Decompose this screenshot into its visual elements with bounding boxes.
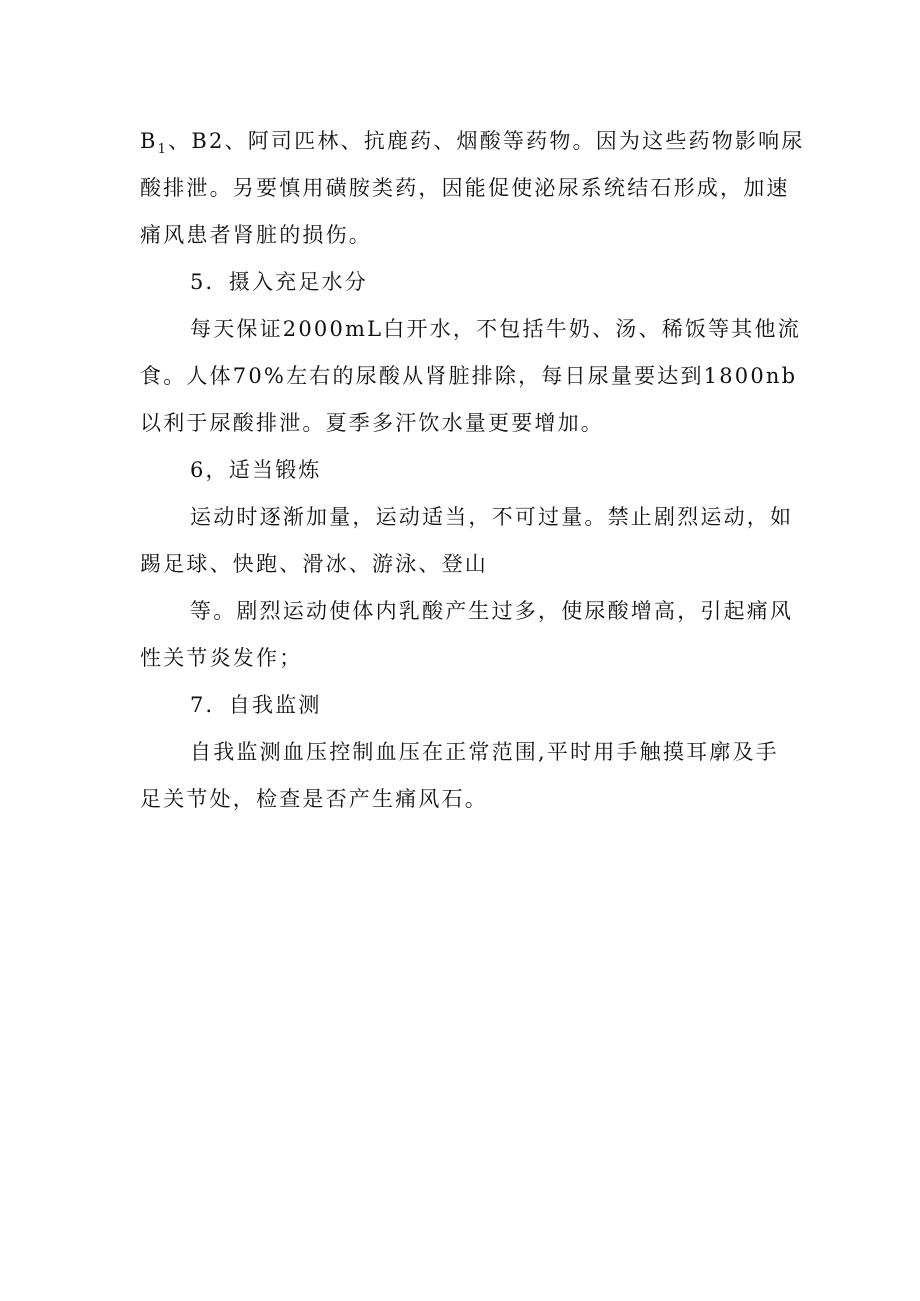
paragraph-line: 踢足球、快跑、滑冰、游泳、登山 bbox=[140, 552, 488, 576]
paragraph-line: 运动时逐渐加量，运动适当，不可过量。禁止剧烈运动，如 bbox=[190, 505, 794, 529]
line-prefix: B bbox=[140, 129, 158, 153]
section-heading: 5．摄入充足水分 bbox=[190, 270, 368, 294]
paragraph-line bbox=[140, 124, 805, 171]
subscript: 1 bbox=[157, 142, 169, 158]
section-heading: 6，适当锻炼 bbox=[190, 458, 322, 482]
document-body bbox=[140, 124, 805, 829]
line-text: 、B2、阿司匹林、抗鹿药、烟酸等药物。因为这些药物影响尿 bbox=[168, 129, 805, 153]
paragraph-line: 足关节处，检查是否产生痛风石。 bbox=[140, 787, 488, 811]
paragraph-line: 性关节炎发作； bbox=[140, 646, 303, 670]
section-heading: 7．自我监测 bbox=[190, 693, 322, 717]
paragraph-line: 酸排泄。另要慎用磺胺类药，因能促使泌尿系统结石形成，加速 bbox=[140, 176, 790, 200]
paragraph-line: 食。人体70%左右的尿酸从肾脏排除，每日尿量要达到1800nb bbox=[140, 364, 798, 388]
paragraph-line: 每天保证2000mL白开水，不包括牛奶、汤、稀饭等其他流 bbox=[190, 317, 801, 341]
paragraph-line: 自我监测血压控制血压在正常范围,平时用手触摸耳廓及手 bbox=[190, 740, 779, 764]
paragraph-line: 等。剧烈运动使体内乳酸产生过多，使尿酸增高，引起痛风 bbox=[190, 599, 794, 623]
paragraph-line: 痛风患者肾脏的损伤。 bbox=[140, 223, 372, 247]
paragraph-line: 以利于尿酸排泄。夏季多汗饮水量更要增加。 bbox=[140, 411, 604, 435]
